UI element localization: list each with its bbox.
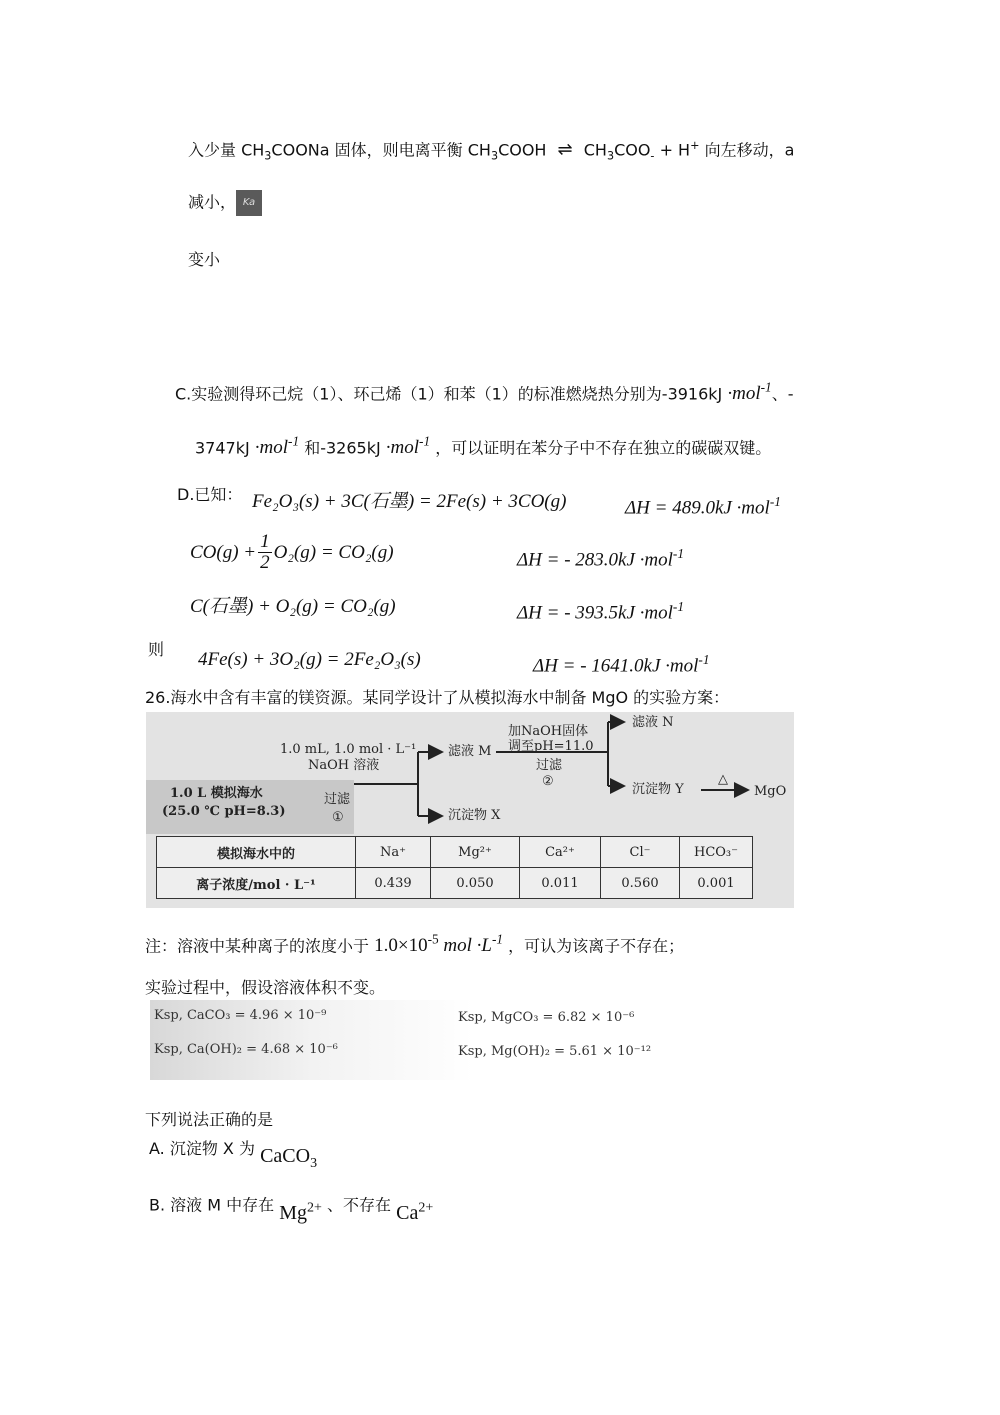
table-header-cell: Na⁺	[356, 837, 431, 868]
ksp-values-image	[150, 1000, 690, 1080]
table-header-cell: Mg²⁺	[431, 837, 520, 868]
note-line-1: 注：溶液中某种离子的浓度小于 $1.0\times 10^{-5}$ mol $\cdot L^{-1}$ ，可认为该离子不存在；	[145, 932, 685, 957]
table-header-cell: 模拟海水中的	[157, 837, 356, 868]
equation-4-dh: ΔH = - 1641.0kJ ·mol$^{-1}$	[533, 652, 710, 677]
precipitate-y-label: 沉淀物 Y	[632, 782, 684, 797]
equation-3-dh: ΔH = - 393.5kJ ·mol$^{-1}$	[517, 599, 684, 624]
question-26-title: 26.海水中含有丰富的镁资源。某同学设计了从模拟海水中制备 MgO 的实验方案：	[145, 688, 730, 707]
table-cell: 0.050	[431, 868, 520, 899]
precipitate-x-label: 沉淀物 X	[448, 808, 501, 823]
equilibrium-arrow-icon: ⇌	[557, 139, 573, 161]
filter-2-label: 过滤	[536, 758, 563, 773]
then-label: 则	[148, 640, 165, 659]
filtrate-n-label: 滤液 N	[632, 715, 674, 730]
step-1-label: ①	[332, 810, 344, 825]
note-line-2: 实验过程中，假设溶液体积不变。	[145, 978, 386, 997]
equation-1: Fe₂O₃(s) + 3C(石墨) = 2Fe(s) + 3CO(g)	[252, 491, 567, 512]
filter-1-label: 过滤	[324, 792, 351, 807]
equation-3: C(石墨) + O₂(g) = CO₂(g)	[190, 596, 396, 617]
equation-2: CO(g) + $\frac{1}{2}$ O₂(g) = CO₂(g)	[190, 531, 394, 573]
option-a: A. 沉淀物 X 为 CaCO$_3$	[149, 1139, 318, 1171]
ion-concentration-table	[156, 836, 753, 899]
table-row	[157, 868, 753, 899]
ka-symbol-image: Ka	[236, 190, 262, 216]
reagent-1-line-1: 1.0 mL, 1.0 mol · L⁻¹	[280, 742, 417, 757]
heat-icon: △	[718, 772, 728, 787]
filtrate-m-label: 滤液 M	[448, 744, 492, 759]
table-header-cell: HCO₃⁻	[680, 837, 753, 868]
ksp-mgco3: Ksp, MgCO₃ = 6.82 × 10⁻⁶	[458, 1010, 635, 1025]
table-cell: 0.011	[520, 868, 601, 899]
equation-2-dh: ΔH = - 283.0kJ ·mol$^{-1}$	[517, 546, 684, 571]
table-header-row	[157, 837, 753, 868]
option-d-label: D.已知：	[177, 485, 243, 504]
equation-4: 4Fe(s) + 3O₂(g) = 2Fe₂O₃(s)	[198, 649, 421, 670]
option-c-line-1: C.实验测得环己烷（1）、环己烯（1）和苯（1）的标准燃烧热分别为-3916kJ ·mol$^{-1}$、-	[175, 380, 794, 405]
ksp-mgoh2: Ksp, Mg(OH)₂ = 5.61 × 10⁻¹²	[458, 1044, 652, 1059]
reagent-2-line-2: 调至pH=11.0	[508, 739, 594, 754]
ksp-caoh2: Ksp, Ca(OH)₂ = 4.68 × 10⁻⁶	[154, 1042, 338, 1057]
table-cell: 0.560	[601, 868, 680, 899]
flow-diagram-image	[146, 712, 794, 908]
option-c-line-2: 3747kJ ·mol$^{-1}$ 和-3265kJ ·mol$^{-1}$ ，可以证明在苯分子中不存在独立的碳碳双键。	[195, 434, 772, 459]
step-2-label: ②	[542, 774, 554, 789]
seawater-line-2: (25.0 ℃ pH=8.3)	[162, 804, 286, 819]
text-line-3: 变小	[188, 250, 221, 269]
table-cell: 0.001	[680, 868, 753, 899]
table-header-cell: Ca²⁺	[520, 837, 601, 868]
text-line-2: 减小， Ka	[188, 190, 262, 216]
fraction-one-half: $\frac{1}{2}$	[260, 531, 270, 573]
question-prompt: 下列说法正确的是	[145, 1110, 274, 1129]
table-cell: 离子浓度/mol · L⁻¹	[157, 868, 356, 899]
reagent-2-line-1: 加NaOH固体	[508, 724, 589, 739]
seawater-line-1: 1.0 L 模拟海水	[170, 786, 263, 801]
equation-1-dh: ΔH = 489.0kJ ·mol$^{-1}$	[625, 494, 781, 519]
table-header-cell: Cl⁻	[601, 837, 680, 868]
product-mgo-label: MgO	[754, 784, 787, 799]
table-cell: 0.439	[356, 868, 431, 899]
reagent-1-line-2: NaOH 溶液	[308, 758, 380, 773]
option-b: B. 溶液 M 中存在 $Mg^{2+}$ 、不存在 $Ca^{2+}$	[149, 1195, 434, 1224]
text-line-1: 入少量 $CH_3COONa$ 固体，则电离平衡 $CH_3COOH$ ⇌ $CH_3COO_- + H^+$ 向左移动，a	[188, 139, 795, 163]
ksp-caco3: Ksp, CaCO₃ = 4.96 × 10⁻⁹	[154, 1008, 327, 1023]
